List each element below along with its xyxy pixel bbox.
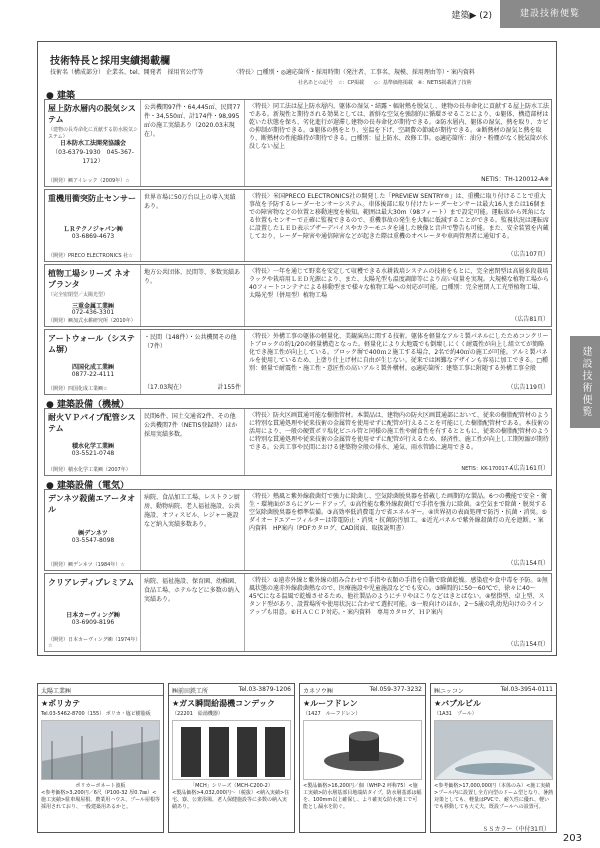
entry-features xyxy=(245,490,553,570)
ad-meta: （1427 ルーフドレン） xyxy=(303,711,361,717)
page-header xyxy=(0,0,600,28)
footer-credit: ＳＳカラー（中付31頁） xyxy=(482,826,550,833)
entry-features xyxy=(245,190,553,261)
ad-company: カネソウ㈱ xyxy=(303,688,333,695)
entry-developer: （開発）日本カーヴィング㈱（1974年）☆ xyxy=(48,637,138,649)
entry-developer: （開発）四国化成工業㈱☆ xyxy=(48,386,108,392)
entry-company: 日本カーヴィング㈱ xyxy=(66,612,120,619)
entry-name: クリアレディプレミアム xyxy=(48,578,135,587)
ad-title: ★ポリカテ xyxy=(41,699,81,708)
entry-record: 民間6件、国土交通省2件、その他公共機関7件（NETIS登録時）ほか採用実績多数。 xyxy=(141,409,245,475)
category-building: ● 建築 xyxy=(46,91,75,101)
ad-header xyxy=(38,684,163,696)
entry-name-col xyxy=(45,190,141,261)
entry-feature-text: 〈特長〉米国PRECO ELECTRONICS社の開発した「PREVIEW SENTRY®」は、重機に取り付けることで重大事故を予防するレーダーセンサーシステム。車体後部に取り付けたレーダーセンサーは最大16人または16個までの障害物などの位置と移動速度を検知。範囲は最大30m（98フィート）まで設定可能。運転席から死角になる位置もセンサーで正確に監視できるので、重機事故の発生を大幅に低減することができる。監視状況は運転席に設置したＬＥＤ表示ブザーデバイスやカラーモニタを通した映像と音声で警告も可能。また、安全装置を内蔵しており、レーダー障害や通信障害などが起きた際は重機のオペレータや車両管理者に通知する。 xyxy=(249,193,549,240)
ad-meta: Tel.03-5462-8700（155） ポリカ・塩ビ樹脂板 xyxy=(41,711,151,717)
ad-tel: Tel.059-377-3232 xyxy=(369,686,422,693)
entry-feature-text: 〈特長〉一年を通じて野菜を安定して収穫できる水耕栽培システムの技術をもとに、完全密閉型は高層多段栽培ラックや栽培用ＬＥＤ光源により、また、太陽光型も温度調節等により高い収量を実現。大規模な植物工場から40フィートコンテナによる移動型まで様々な植物工場への対応が可能。□種別：完全密閉人工光型植物工場、太陽光型（併用型）植物工場 xyxy=(249,268,549,299)
ad-photo-greenhouse xyxy=(41,720,160,780)
ad-text: <参考価格>3,200円／6尺（P100-32 厚0.7㎜）<施工実績>駐車場屋根、農業用ハウス、プール屋根等採用されており、一般建築用あるかと。 xyxy=(41,790,160,810)
water-heater-image xyxy=(173,721,291,779)
greenhouse-image xyxy=(42,721,160,779)
ad-company: ㈱前田鉄工所 xyxy=(172,688,209,695)
legend: 社名あとの記号 ☆：CP掲載 ◇：基準価格掲載 ※：NETIS掲載済了技術 xyxy=(298,80,472,86)
panel-title: 技術特長と採用実績掲載欄 xyxy=(50,56,170,67)
entry-row xyxy=(44,573,552,652)
entry-record: 病院、食品加工工場、レストラン厨房、動物病院、老人福祉施設、公共施設、オフィスビル、レジャー施設など納入実績多数あり。 xyxy=(141,490,245,570)
column-label: 技術名（構成部分） 企業名、tel、開発者 採用官公庁等 xyxy=(50,69,204,76)
entry-company: ㈱デンネツ xyxy=(78,530,108,537)
roof-drain-image xyxy=(304,721,422,779)
entry-tel: 03-6909-8196 xyxy=(71,619,115,626)
entry-row xyxy=(44,99,552,187)
entry-features xyxy=(245,574,553,651)
ad-meta: （1A31 プール） xyxy=(434,711,477,717)
ad-text: <参考価格>17,000,000円（本体のみ）<施工実績>プール内に設置し全方向型のドーム型となり、暑熱対策としても、軽量はPVCで、耐久性に優れ、軽いでも移動しても大丈夫。既設プールへの設置可。 xyxy=(434,783,553,810)
entry-record xyxy=(141,330,245,394)
ad-photo-heaters xyxy=(172,720,291,780)
entry-record: 地方公共団体、民間等、多数実績あり。 xyxy=(141,265,245,326)
entry-record-text: ・民間（148件）・公共機関その他（7件） xyxy=(144,334,237,350)
entry-company: 四国化成工業㈱ xyxy=(71,364,114,371)
pool-dome-image xyxy=(435,721,553,779)
ad-photo-drain xyxy=(303,720,422,780)
entry-name: 耐火ＶＰパイプ配管システム xyxy=(48,413,136,433)
ad-photo-pool xyxy=(434,720,553,780)
ad-strip xyxy=(37,683,557,833)
entry-name: アートウォール（システム塀） xyxy=(48,334,135,354)
entry-developer: （開発）積水化学工業㈱（2007年） xyxy=(48,467,131,473)
entry-subtitle: （建物の長寿命化に貢献する防水脱気システム） xyxy=(48,127,139,140)
entry-record: 病院、福祉施設、保育園、幼稚園、食品工場、ホテルなどに多数の納入実績あり。 xyxy=(141,574,245,651)
ad-text: <製品価格>16,200円／個（WHP-2 呼称75）<施工実績>防水層基部目地端結タイプ。防水層基部は幅を、100mm以上確保し、より確実な防水施工で可能とし漏水を防ぐ。 xyxy=(303,783,422,810)
tech-panel xyxy=(37,41,557,656)
entry-developer: （開発）㈱アイレック（2009年）☆ xyxy=(48,178,130,184)
entry-tel: 03-5521-0748 xyxy=(71,450,115,457)
entry-features xyxy=(245,409,553,475)
entry-developer: （開発）PRECO ELECTRONICS 社☆ xyxy=(48,253,133,259)
entry-record-total xyxy=(144,383,241,392)
ad-company: 太陽工業㈱ xyxy=(41,688,72,695)
ad-box[interactable] xyxy=(37,683,164,833)
ad-meta: （22201 給湯機器） xyxy=(172,711,223,717)
entry-ad-page: （広告161頁） xyxy=(507,465,549,472)
entry-company: 積水化学工業㈱ xyxy=(71,443,114,450)
ad-title: ★バブルビル xyxy=(434,699,481,708)
entry-row xyxy=(44,489,552,571)
entry-tel: （03-6379-1930 045-367-1712） xyxy=(52,149,134,165)
entry-ad-page: （広告154頁） xyxy=(507,560,549,567)
entry-feature-text: 〈特長〉①遠赤外線と紫外線の組み合わせで手指や衣類の手指を自動で除菌乾燥。感染症や食中毒を予防。②無風状態の遠赤外線殺菌熱なので、医療施設や児童施設などでも安心。③瞬間的に50〜60℃で、徐々に40〜45℃になる温風で乾燥させるため、他社製品のようにチリやほこりなどはきとばない。④壁掛型、卓上型、スタンド型があり、設置場所や使用状況に合わせて選択可能。⑤一般向けのほか、2〜5歳の乳幼児向けのラインアップも用意。⑥ＨＡＣＣＰ対応。・案内資料 専用カタログ、ＨＰ案内 xyxy=(249,577,548,616)
entry-feature-text: 〈特長〉熱風と紫外線殺菌灯で強力に除菌し、空気除菌脱臭器を搭載した画期的な製品。6つの機能で安全・衛生・環境面がさらにグレードアップ。①高性能な紫外線殺菌灯で手指を強力に除菌。②空気まで除菌・脱臭する空気除菌脱臭器を標準装備。③高効率低消費電力で省エネルギー。④世界初の表面処理で防汚・抗菌・消臭。⑤ダイオードエアーフィルターは帯電防止・消臭・抗菌防汚加工。⑥近光パネルで紫外線殺菌灯の光を遮断。・案内資料 HP案内（PDFカタログ、CAD図面、取扱説明書） xyxy=(249,493,547,532)
entry-company: 三重金属工業㈱ xyxy=(71,303,114,310)
entry-ad-page: （広告119頁） xyxy=(507,384,549,391)
entry-netis: NETIS：KK-170017-A xyxy=(461,466,513,472)
entry-record-date: （17.03現在） xyxy=(144,384,186,391)
ad-box[interactable] xyxy=(299,683,426,833)
entry-tel: 0877-22-4111 xyxy=(71,371,115,378)
ad-title: ★ルーフドレン xyxy=(303,699,358,708)
ad-tel: Tel.03-3954-0111 xyxy=(500,686,553,693)
entry-row xyxy=(44,408,552,476)
entry-company: ＬＲテクノジャパン㈱ xyxy=(63,226,123,233)
page-number: 203 xyxy=(562,833,582,844)
entry-record: 世界市場に50万台以上の導入実績あり。 xyxy=(141,190,245,261)
ad-box[interactable] xyxy=(168,683,295,833)
entry-name: 屋上防水層内の脱気システム xyxy=(48,104,136,124)
entry-netis: NETIS：TH-120012-A※ xyxy=(481,176,549,183)
entry-name-col xyxy=(45,574,141,651)
entry-name-col xyxy=(45,409,141,475)
entry-features xyxy=(245,330,553,394)
entry-feature-text: 〈特長〉同工法は屋上防水層内、躯体の湿気・結露・輻射熱を脱気し、建物の長寿命化に貢献する屋上防水工法である。新規性と期待される効果としては、新鮮な空気を強制的に循環させることにより、①躯体、構造部材は乾いた状態を保ち、劣化進行が遅滞し建物の長寿命化が期待できる。②防水層内、躯体の湿気、熱を取り、カビの抑制が期待できる。③躯体の熱をとり、室温を下げ、空調費の節減が期待できる。④断熱材の湿気と熱を取り、断熱材の性能維持が期待できる。□種別：屋上防水、改修工事。◎適応箇所：油分・粉塵がなく脱気筒が水没しない屋上 xyxy=(249,103,550,150)
ad-box[interactable] xyxy=(430,683,557,833)
entry-name: 重機用衝突防止センサー xyxy=(48,194,136,203)
section-label: 建築▶ (2) xyxy=(451,11,492,21)
entry-name-col xyxy=(45,100,141,186)
entry-name-col xyxy=(45,265,141,326)
entry-name: デンネツ殺菌エアータオル xyxy=(48,494,136,514)
entry-subtitle: （完全密閉型／太陽光型） xyxy=(48,292,109,298)
entry-ad-page: （広告107頁） xyxy=(507,251,549,258)
entry-features xyxy=(245,100,553,186)
ad-caption: ポリカーボネート波板 xyxy=(75,783,126,789)
ad-company: ㈱ニッコン xyxy=(434,688,464,695)
entry-record: 公共機関97件・64,445㎡、民間77件・34,550㎡、計174件・98,995㎡の施工実績あり（2020.03末現在）。 xyxy=(141,100,245,186)
entry-record-count: 計155件 xyxy=(217,384,241,391)
ad-header xyxy=(431,684,556,696)
ad-header xyxy=(300,684,425,696)
entry-developer: （開発）㈱加式水耕研究所（2010年） xyxy=(48,318,136,324)
entry-ad-page: （広告154頁） xyxy=(507,641,549,648)
entry-tel: 03-6869-4673 xyxy=(71,233,115,240)
entry-feature-text: 〈特長〉外構工事の躯体の軽量化、美観演出に関する技術。躯体を軽量なアルミ製パネルにしたためコンクリートブロックの約1/20の軽量構造となった。軽量化により大地震でも倒壊しにくく耐震性が向上し組立てが簡略化でき施工性が向上している。ブロック塀で400ｍ２施工する場合、2名で約40㎡の施工が可能。アルミ製パネルを使用しているため、上塗り仕上げ材に自由が生じない。従来では困難なデザインも容易に加工できる。□種別：軽量で耐震性・施工性・意匠性の高いアルミ製外構材。◎適応箇所：建築工事に附随する外構工事全般 xyxy=(249,333,549,372)
entry-name-col xyxy=(45,330,141,394)
category-mechanical: ● 建築設備（機械） xyxy=(46,400,129,410)
entry-tel: 03-5547-8098 xyxy=(71,537,115,544)
entry-name: 植物工場シリーズ ネオプランタ xyxy=(48,269,131,289)
header-band: 建設技術便覧 xyxy=(500,0,600,28)
entry-tel: 072-436-3301 xyxy=(71,309,115,316)
entry-row xyxy=(44,264,552,327)
entry-feature-text: 〈特長〉防火区画貫通可能な樹脂管材。本製品は、建物内の防火区画貫通部において、従来の樹脂配管材のように特別な貫通処理や従来技術の金属管を使用せずに配管が行えることを可能にした樹脂配管材である。本技術の活用により、一般の硬質ポリ塩化ビニル管と同様の施工性や耐食性を有するとともに、従来の樹脂配管材のように特別な貫通処理や従来技術の金属管を使用せずに配管が行えるため、経済性、施工性が向上し工期短縮が期待できる。公共工事や民間における建築物全般の排水、通気、雨水管路に適用できる。 xyxy=(249,412,550,451)
entry-company: 日本防水工法開発協議会 xyxy=(59,140,126,147)
ad-text: <製品価格>4,032,000円〜（税抜）<納入実績>住宅、寮、公衆浴場、老人保健施設等に多数の納入実績あり。 xyxy=(172,790,290,810)
ad-header xyxy=(169,684,294,696)
category-electrical: ● 建築設備（電気） xyxy=(46,481,129,491)
entry-developer: （開発）㈱デンネツ（1984年）☆ xyxy=(48,562,125,568)
entry-ad-page: （広告81頁） xyxy=(511,316,549,323)
ad-tel: Tel.03-3879-1206 xyxy=(238,686,291,693)
entry-row xyxy=(44,189,552,262)
entry-features xyxy=(245,265,553,326)
side-tab[interactable]: 建設技術便覧 xyxy=(570,336,600,428)
entry-row xyxy=(44,329,552,395)
column-right-label: 〈特長〉□種別・◎適応箇所・採用時期（発注者、工事名、規模、採用理由等）・案内資料 xyxy=(233,69,475,76)
ad-title: ★ガス瞬間給湯機コンデック xyxy=(172,699,276,708)
ad-caption: 「MCH」シリーズ（MCH-C200-2） xyxy=(190,783,273,789)
entry-name-col xyxy=(45,490,141,570)
